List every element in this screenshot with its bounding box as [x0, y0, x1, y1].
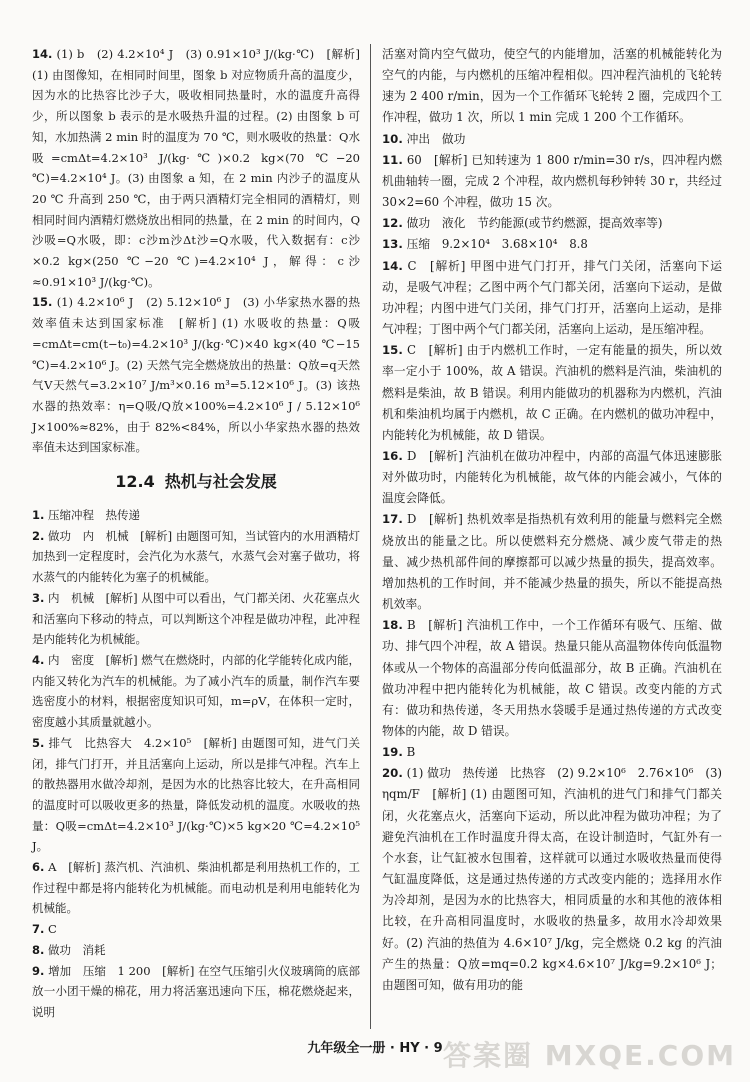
- answer-text: 做功 液化 节约能源(或节约燃源，提高效率等): [406, 216, 663, 231]
- answer-number: 8.: [32, 942, 45, 957]
- answer-item: [382, 234, 722, 255]
- answer-text: 压缩 9.2×10⁴ 3.68×10⁴ 8.8: [406, 237, 588, 252]
- page-footer: 九年级全一册 · HY · 9: [307, 1041, 443, 1056]
- answer-number: 17.: [382, 512, 403, 527]
- answer-item: [382, 742, 722, 763]
- answer-text: B [解析] 汽油机工作中，一个工作循环有吸气、压缩、做功、排气四个冲程，故 A 错误。热量只能从高温物体传向低温物体或从一个物体的高温部分传向低温部分，故 B 正确。汽油机在做功冲程中把内能转化为机械能，故 C 错误。改变内能的方式有：做功和热传递，冬天用热水袋暖手是通过热传递的方式改变物体的内能，故 D 错误。: [382, 618, 722, 738]
- answer-number: 9.: [32, 963, 45, 978]
- answer-number: 3.: [32, 590, 45, 605]
- answer-text: (1) 做功 热传递 比热容 (2) 9.2×10⁶ 2.76×10⁶ (3) ηqm/F [解析] (1) 由题图可知，汽油机的进气门和排气门都关闭，火花塞点火，活塞向下运动，所以此冲程为做功冲程；为了避免汽油机在工作时温度升得太高，在设计制造时，气缸外有一个水套，让气缸被水包围着，这样就可以通过水吸收热量而使得气缸温度降低，这是通过热传递的方式改变内能的；选择用水作为冷却剂，是因为水的比热容大，相同质量的水和其他的液体相比较，在升高相同温度时，水吸收的热量多，故用水冷却效果好。(2) 汽油的热值为 4.6×10⁷ J/kg，完全燃烧 0.2 kg 的汽油产生的热量：Q放=mq=0.2 kg×4.6×10⁷ J/kg=9.2×10⁶ J；由题图可知，做有用功的能: [382, 766, 722, 992]
- watermark-logo: 答案圈 MXQE.COM: [443, 1039, 736, 1072]
- answer-number: 7.: [32, 922, 45, 937]
- answer-text: B: [406, 745, 416, 760]
- answer-number: 1.: [32, 508, 45, 523]
- left-column: [32, 44, 360, 1023]
- answer-text: D [解析] 汽油机在做功冲程中，内部的高温气体迅速膨胀对外做功时，内能转化为机械能，故气体的内能会减小，气体的温度会降低。: [382, 448, 722, 506]
- answer-number: 15.: [32, 295, 53, 310]
- answer-number: 16.: [382, 448, 403, 463]
- answer-number: 18.: [382, 618, 403, 633]
- answer-item: [32, 588, 360, 650]
- answer-text: 内 机械 [解析] 从图中可以看出，气门都关闭、火花塞点火和活塞向下移动的特点，可以判断这个冲程是做功冲程，此冲程是内能转化为机械能。: [32, 590, 360, 647]
- answer-text: 活塞对筒内空气做功，使空气的内能增加，活塞的机械能转化为空气的内能，与内燃机的压缩冲程相似。四冲程汽油机的飞轮转速为 2 400 r/min，因为一个工作循环飞轮转 2 圈，完成四个工作冲程，做功 1 次，所以 1 min 完成 1 200 个工作循环。: [382, 47, 722, 125]
- answer-text: 做功 内 机械 [解析] 由题图可知，当试管内的水用酒精灯加热到一定程度时，会汽化为水蒸气，水蒸气会对塞子做功，将水蒸气的内能转化为塞子的机械能。: [32, 528, 360, 585]
- answer-number: 14.: [32, 47, 53, 61]
- answer-item: [382, 213, 722, 234]
- answer-text: D [解析] 热机效率是指热机有效利用的能量与燃料完全燃烧放出的能量之比。所以使燃料充分燃烧、减少废气带走的热量、减少热机部件间的摩擦都可以减少热量的损失，提高效率。增加热机的工作时间，并不能减少热量的损失，所以不能提高热机效率。: [382, 512, 722, 612]
- answer-item: [382, 615, 722, 742]
- answer-number: 6.: [32, 860, 45, 875]
- answer-number: 20.: [382, 766, 403, 781]
- answer-item: [382, 446, 722, 509]
- answer-number: 15.: [382, 343, 403, 358]
- answer-text: 排气 比热容大 4.2×10⁵ [解析] 由题图可知，进气门关闭，排气门打开，并且活塞向上运动，所以是排气冲程。汽车上的散热器用水做冷却剂，是因为水的比热容比较大，在升高相同的温度时可以吸收更多的热量，降低发动机的温度。水吸收的热量：Q吸=cmΔt=4.2×10³ J/(kg·℃)×5 kg×20 ℃=4.2×10⁵ J。: [32, 735, 361, 854]
- answer-text: 冲出 做功: [406, 131, 466, 146]
- answer-item: [382, 509, 722, 615]
- answer-item: [382, 150, 722, 213]
- answer-item: [382, 340, 722, 446]
- answer-number: 5.: [32, 735, 45, 750]
- answer-text: (1) b (2) 4.2×10⁴ J (3) 0.91×10³ J/(kg·℃) [解析] (1) 由图像知，在相同时间里，图象 b 对应物质升高的温度少，因为水的比热容比沙子大，吸收相同热量时，水的温度升高得少，所以图象 b 表示的是水吸热升温的过程。(2) 由图象 b 可知，水加热满 2 min 时的温度为 70 ℃，则水吸收的热量：Q水吸=cmΔt=4.2×10³ J/(kg·℃)×0.2 kg×(70 ℃−20 ℃)=4.2×10⁴ J。(3) 由图象 a 知，在 2 min 内沙子的温度从 20 ℃ 升高到 250 ℃，由于两只酒精灯完全相同的酒精灯，则相同时间内酒精灯燃烧放出相同的热量，在 2 min 的时间内，Q沙吸=Q水吸，即：c沙m沙Δt沙=Q水吸，代入数据有：c沙×0.2 kg×(250 ℃−20 ℃)=4.2×10⁴ J，解得：c沙≈0.91×10³ J/(kg·℃)。: [32, 47, 360, 289]
- answer-item: [382, 763, 722, 996]
- answer-item: [32, 44, 360, 292]
- answer-item: [382, 129, 722, 150]
- answer-number: 10.: [382, 131, 403, 146]
- answer-number: 4.: [32, 652, 45, 667]
- answer-text: 增加 压缩 1 200 [解析] 在空气压缩引火仪玻璃筒的底部放一小团干燥的棉花，用力将活塞迅速向下压，棉花燃烧起来，说明: [32, 963, 360, 1019]
- answer-text: C [解析] 由于内燃机工作时，一定有能量的损失，所以效率一定小于 100%，故 A 错误。汽油机的燃料是汽油，柴油机的燃料是柴油，故 B 错误。利用内能做功的机器称为内燃机，汽油机和柴油机均属于内燃机，故 C 正确。在内燃机的做功冲程中，内能转化为机械能，故 D 错误。: [382, 343, 722, 442]
- answer-item: [32, 505, 360, 526]
- answer-number: 14.: [382, 258, 403, 273]
- answer-text: C: [48, 922, 57, 937]
- answer-text: 压缩冲程 热传递: [48, 508, 141, 523]
- answer-item: [382, 256, 722, 341]
- answer-item: [32, 526, 360, 588]
- section-heading: [32, 469, 360, 495]
- answer-number: 19.: [382, 745, 403, 760]
- answer-text: A [解析] 蒸汽机、汽油机、柴油机都是利用热机工作的，工作过程中都是将内能转化为机械能。而电动机是利用电能转化为机械能。: [32, 860, 361, 916]
- answer-text: 60 [解析] 已知转速为 1 800 r/min=30 r/s，四冲程内燃机曲轴转一圈，完成 2 个冲程，故内燃机每秒钟转 30 r，共经过 30×2=60 个冲程，做功 15 次。: [382, 152, 722, 210]
- answer-item: [32, 919, 360, 940]
- answer-number: 13.: [382, 237, 403, 252]
- answer-number: 12.: [382, 216, 403, 231]
- answer-item: [32, 940, 360, 961]
- answer-number: 11.: [382, 152, 403, 167]
- answer-text: 内 密度 [解析] 燃气在燃烧时，内部的化学能转化成内能，内能又转化为汽车的机械能。为了减小汽车的质量，制作汽车要选密度小的材料，根据密度知识可知，m=ρV，在体积一定时，密度越小其质量就越小。: [32, 652, 360, 730]
- answer-item: [382, 44, 722, 129]
- right-column: [382, 44, 722, 996]
- answer-item: [32, 857, 360, 919]
- section-title: 热机与社会发展: [164, 472, 277, 492]
- section-number: 12.4: [115, 472, 155, 492]
- answer-text: C [解析] 甲图中进气门打开，排气门关闭，活塞向下运动，是吸气冲程；乙图中两个气门都关闭，活塞向下运动，是做功冲程；内图中进气门关闭，排气门打开，活塞向上运动，是排气冲程；丁图中两个气门都关闭，活塞向上运动，是压缩冲程。: [382, 258, 722, 337]
- answer-item: [32, 961, 360, 1023]
- answer-item: [32, 292, 360, 458]
- answer-text: 做功 消耗: [48, 942, 106, 957]
- column-divider: [370, 44, 371, 1029]
- answer-item: [32, 733, 360, 857]
- answer-item: [32, 650, 360, 733]
- answer-text: (1) 4.2×10⁶ J (2) 5.12×10⁶ J (3) 小华家热水器的热效率值未达到国家标准 [解析] (1) 水吸收的热量：Q吸=cmΔt=cm(t−t₀)=4.2×10³ J/(kg·℃)×40 kg×(40 ℃−15 ℃)=4.2×10⁶ J。(2) 天然气完全燃烧放出的热量：Q放=q天然气V天然气=3.2×10⁷ J/m³×0.16 m³=5.12×10⁶ J。(3) 该热水器的热效率：η=Q吸/Q放×100%=4.2×10⁶ J / 5.12×10⁶ J×100%≈82%，由于 82%<84%，所以小华家热水器的热效率值未达到国家标准。: [32, 295, 361, 455]
- answer-number: 2.: [32, 528, 45, 543]
